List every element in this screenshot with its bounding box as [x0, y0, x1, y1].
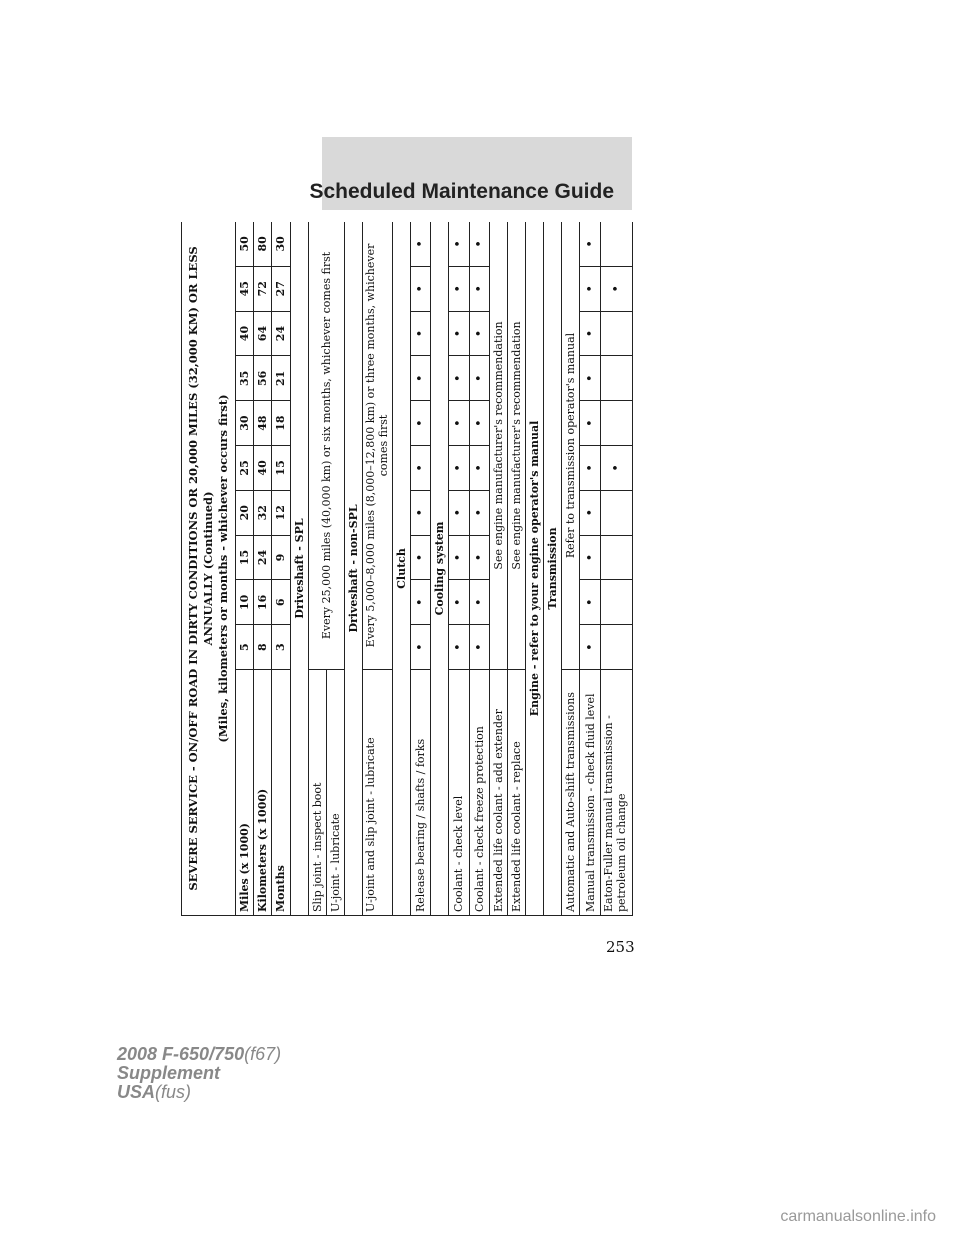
bullet-cell: • [410, 625, 430, 670]
months-cell: 21 [272, 356, 290, 401]
table-title-line-1: SEVERE SERVICE - ON/OFF ROAD IN DIRTY CONDITIONS OR 20,000 MILES (32,000 KM) OR LESS [186, 246, 201, 891]
km-label: Kilometers (x 1000) [254, 670, 272, 916]
footer-model: 2008 F-650/750 [117, 1044, 245, 1064]
section-transmission: Transmission [544, 222, 562, 916]
bullet-cell: • [449, 401, 469, 446]
slip-joint-interval: Every 25,000 miles (40,000 km) or six months, whichever comes first [308, 222, 344, 670]
bullet-cell: • [469, 222, 489, 266]
bullet-cell: • [410, 580, 430, 625]
km-cell: 64 [254, 311, 272, 356]
km-cell: 56 [254, 356, 272, 401]
bullet-cell: • [469, 401, 489, 446]
months-cell: 12 [272, 490, 290, 535]
bullet-cell: • [469, 266, 489, 311]
item-coolant-check: Coolant - check level [449, 670, 469, 916]
section-engine: Engine - refer to your engine operator's manual [526, 222, 544, 916]
footer-supplement: Supplement [117, 1063, 221, 1083]
miles-cell: 10 [236, 580, 254, 625]
miles-cell: 40 [236, 311, 254, 356]
bullet-cell: • [449, 446, 469, 491]
miles-label: Miles (x 1000) [236, 670, 254, 916]
table-title-line-3: (Miles, kilometers or months - whichever occurs first) [216, 394, 231, 743]
months-cell: 15 [272, 446, 290, 491]
bullet-cell: • [410, 222, 430, 266]
bullet-cell: • [580, 580, 601, 625]
item-auto-trans: Automatic and Auto-shift transmissions [562, 670, 580, 916]
months-cell: 9 [272, 535, 290, 580]
months-cell: 30 [272, 222, 290, 266]
table-title-row [182, 222, 236, 916]
km-cell: 48 [254, 401, 272, 446]
item-elc-replace: Extended life coolant - replace [508, 670, 526, 916]
empty-cell [601, 535, 633, 580]
months-cell: 18 [272, 401, 290, 446]
km-cell: 24 [254, 535, 272, 580]
bullet-cell: • [469, 446, 489, 491]
table-row [410, 222, 430, 916]
footer-line-3 [117, 1083, 281, 1102]
bullet-cell: • [469, 625, 489, 670]
footer-model-code: (f67) [244, 1044, 282, 1064]
empty-cell [601, 401, 633, 446]
item-elc-add: Extended life coolant - add extender [490, 670, 508, 916]
auto-trans-text: Refer to transmission operator's manual [562, 222, 580, 670]
miles-cell: 25 [236, 446, 254, 491]
bullet-cell: • [601, 446, 633, 491]
item-eaton: Eaton-Fuller manual transmission - petroleum oil change [601, 670, 633, 916]
section-row [392, 222, 410, 916]
miles-cell: 15 [236, 535, 254, 580]
empty-cell [601, 222, 633, 266]
bullet-cell: • [449, 580, 469, 625]
empty-cell [601, 625, 633, 670]
empty-cell [601, 580, 633, 625]
bullet-cell: • [469, 490, 489, 535]
bullet-cell: • [580, 222, 601, 266]
km-cell: 32 [254, 490, 272, 535]
section-row [290, 222, 308, 916]
bullet-cell: • [580, 356, 601, 401]
bullet-cell: • [410, 356, 430, 401]
table-row [449, 222, 469, 916]
km-cell: 16 [254, 580, 272, 625]
footer [117, 1045, 281, 1102]
empty-cell [601, 490, 633, 535]
bullet-cell: • [449, 356, 469, 401]
table-row [601, 222, 633, 916]
km-cell: 8 [254, 625, 272, 670]
miles-cell: 50 [236, 222, 254, 266]
empty-cell [601, 311, 633, 356]
bullet-cell: • [410, 401, 430, 446]
page-header-title: Scheduled Maintenance Guide [309, 180, 614, 203]
item-release-bearing: Release bearing / shafts / forks [410, 670, 430, 916]
miles-row [236, 222, 254, 916]
ujoint-slip-interval: Every 5,000–8,000 miles (8,000–12,800 km) or three months, whichever comes first [362, 222, 392, 670]
table-title-line-2: ANNUALLY (Continued) [201, 491, 216, 646]
miles-cell: 5 [236, 625, 254, 670]
bullet-cell: • [580, 311, 601, 356]
item-coolant-freeze: Coolant - check freeze protection [469, 670, 489, 916]
months-cell: 6 [272, 580, 290, 625]
months-row [272, 222, 290, 916]
bullet-cell: • [449, 490, 469, 535]
footer-market-code: (fus) [155, 1082, 192, 1102]
rotated-table-container [181, 222, 633, 916]
miles-cell: 35 [236, 356, 254, 401]
bullet-cell: • [580, 446, 601, 491]
section-row [344, 222, 362, 916]
footer-line-2 [117, 1064, 281, 1083]
section-cooling: Cooling system [431, 222, 449, 916]
bullet-cell: • [469, 356, 489, 401]
km-cell: 40 [254, 446, 272, 491]
bullet-cell: • [580, 401, 601, 446]
bullet-cell: • [469, 311, 489, 356]
bullet-cell: • [410, 446, 430, 491]
section-driveshaft-spl: Driveshaft - SPL [290, 222, 308, 916]
watermark: carmanualsonline.info [780, 1208, 936, 1225]
section-driveshaft-nonspl: Driveshaft - non-SPL [344, 222, 362, 916]
section-row [431, 222, 449, 916]
table-row [308, 222, 326, 916]
bullet-cell: • [601, 266, 633, 311]
page-number: 253 [606, 938, 635, 956]
bullet-cell: • [449, 222, 469, 266]
bullet-cell: • [410, 490, 430, 535]
table-row [508, 222, 526, 916]
months-label: Months [272, 670, 290, 916]
elc-add-text: See engine manufacturer's recommendation [490, 222, 508, 670]
bullet-cell: • [469, 580, 489, 625]
bullet-cell: • [449, 625, 469, 670]
footer-line-1 [117, 1045, 281, 1064]
bullet-cell: • [410, 266, 430, 311]
table-title [182, 222, 236, 916]
section-row [526, 222, 544, 916]
table-row [490, 222, 508, 916]
miles-cell: 45 [236, 266, 254, 311]
km-cell: 80 [254, 222, 272, 266]
table-row [580, 222, 601, 916]
table-row [362, 222, 392, 916]
footer-market: USA [117, 1082, 156, 1102]
item-slip-joint: Slip joint - inspect boot [308, 670, 326, 916]
item-manual-trans: Manual transmission - check fluid level [580, 670, 601, 916]
maintenance-schedule-table [181, 222, 633, 916]
miles-cell: 20 [236, 490, 254, 535]
section-row [544, 222, 562, 916]
item-ujoint-slip: U-joint and slip joint - lubricate [362, 670, 392, 916]
months-cell: 24 [272, 311, 290, 356]
months-cell: 3 [272, 625, 290, 670]
empty-cell [601, 356, 633, 401]
bullet-cell: • [469, 535, 489, 580]
bullet-cell: • [410, 311, 430, 356]
bullet-cell: • [580, 625, 601, 670]
bullet-cell: • [580, 535, 601, 580]
item-ujoint: U-joint - lubricate [326, 670, 344, 916]
schedule-table-wrapper [181, 222, 633, 916]
section-clutch: Clutch [392, 222, 410, 916]
table-row [562, 222, 580, 916]
bullet-cell: • [580, 266, 601, 311]
km-row [254, 222, 272, 916]
bullet-cell: • [449, 266, 469, 311]
header-band [309, 137, 632, 210]
months-cell: 27 [272, 266, 290, 311]
table-row [469, 222, 489, 916]
km-cell: 72 [254, 266, 272, 311]
miles-cell: 30 [236, 401, 254, 446]
bullet-cell: • [410, 535, 430, 580]
bullet-cell: • [449, 311, 469, 356]
bullet-cell: • [449, 535, 469, 580]
bullet-cell: • [580, 490, 601, 535]
elc-replace-text: See engine manufacturer's recommendation [508, 222, 526, 670]
